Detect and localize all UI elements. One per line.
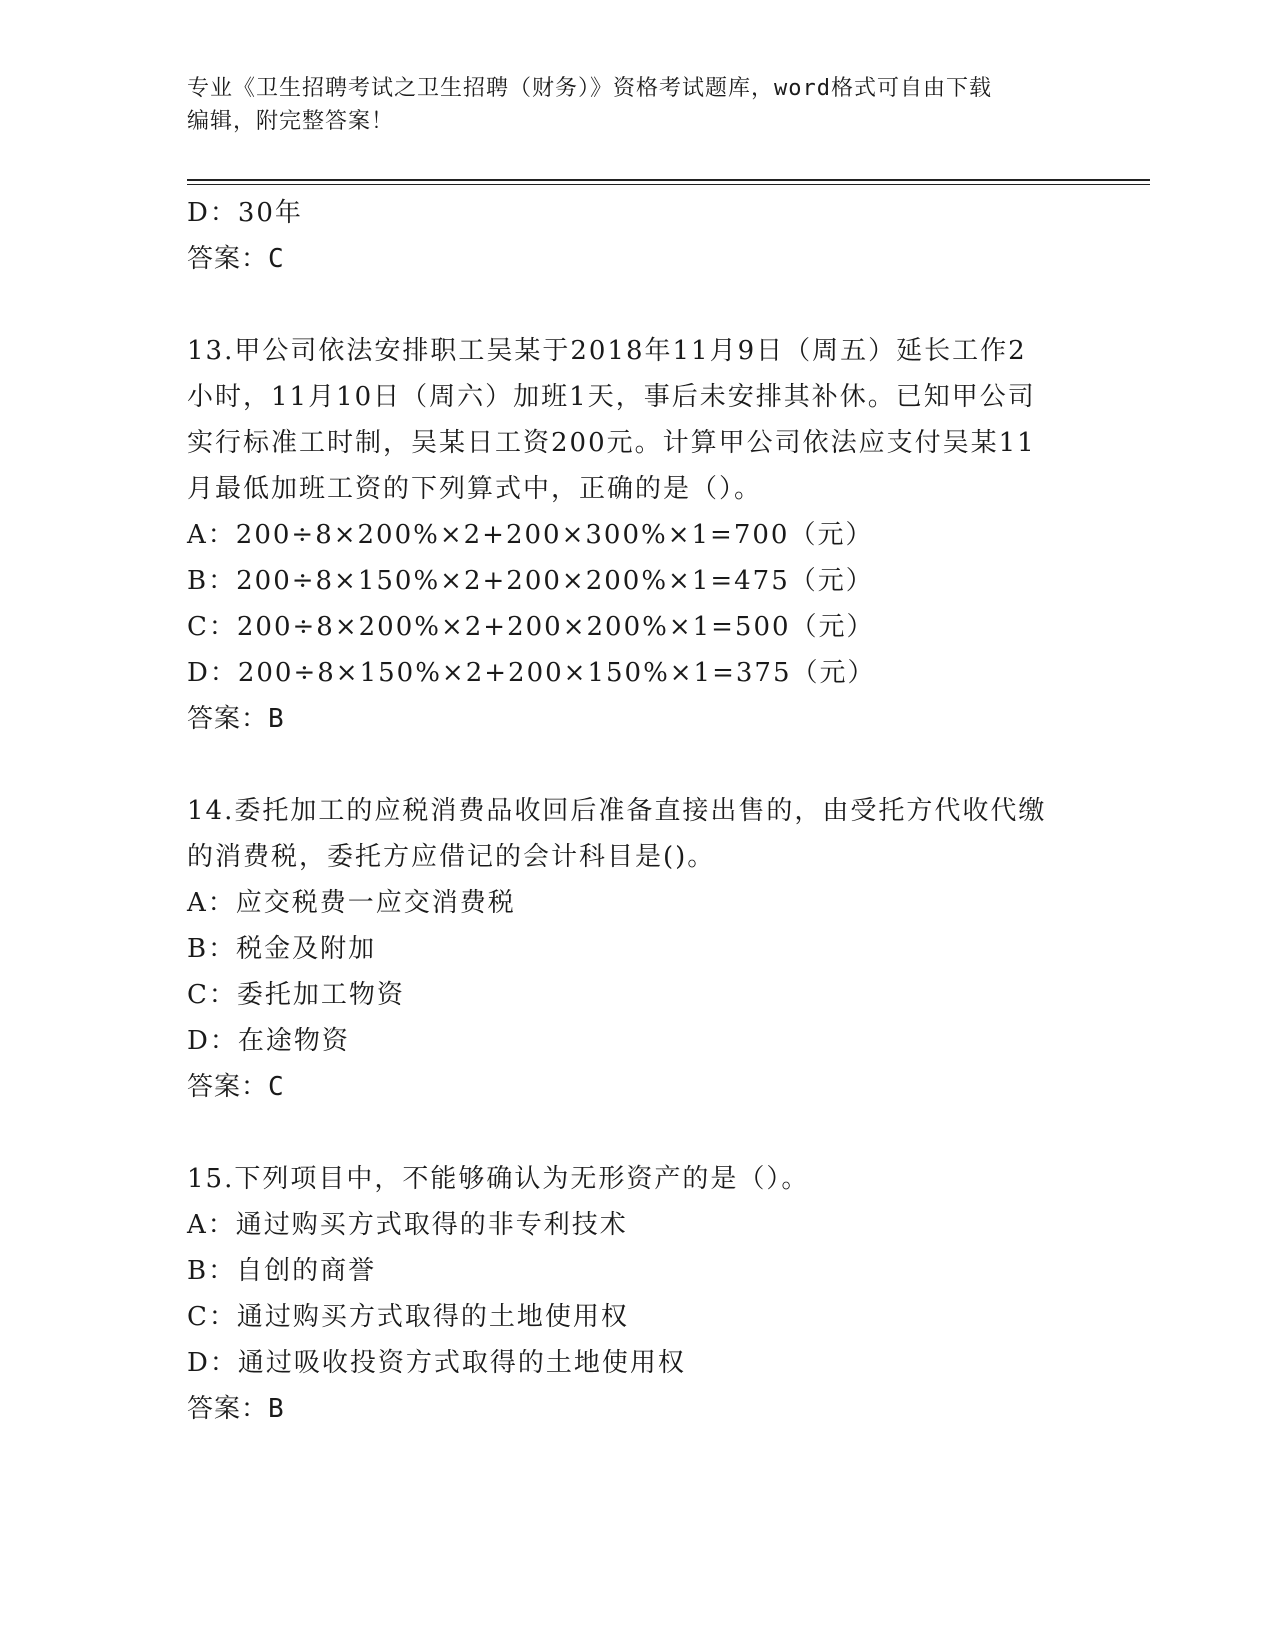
answer-label: 答案： [187, 1394, 269, 1424]
header-line-2: 编辑，附完整答案！ [187, 109, 395, 134]
option-c: C：通过购买方式取得的土地使用权 [187, 1302, 629, 1332]
option-d: D：在途物资 [187, 1026, 350, 1056]
option-d: D：通过吸收投资方式取得的土地使用权 [187, 1348, 686, 1378]
answer-value: B [268, 704, 285, 734]
answer-value: C [268, 1072, 285, 1102]
prev-question-option-d: D：30年 [187, 198, 303, 228]
answer-value: B [268, 1394, 285, 1424]
question-answer [187, 696, 1087, 742]
question-answer [187, 1386, 1087, 1432]
option-c: C：200÷8×200%×2+200×200%×1=500（元） [187, 612, 875, 642]
option-a: A：应交税费一应交消费税 [187, 888, 516, 918]
document-header [187, 72, 1087, 138]
question-stem-line: 小时，11月10日（周六）加班1天，事后未安排其补休。已知甲公司 [187, 382, 1036, 412]
spacer [187, 742, 1087, 788]
header-line-1: 专业《卫生招聘考试之卫生招聘（财务）》资格考试题库，word格式可自由下载 [187, 76, 992, 101]
spacer [187, 282, 1087, 328]
answer-label: 答案： [187, 1072, 269, 1102]
header-divider-thick [187, 179, 1150, 181]
document-body [187, 190, 1087, 1432]
option-d: D：200÷8×150%×2+200×150%×1=375（元） [187, 658, 876, 688]
question-stem-line: 13.甲公司依法安排职工吴某于2018年11月9日（周五）延长工作2 [187, 336, 1027, 366]
question-stem-line: 月最低加班工资的下列算式中，正确的是（）。 [187, 474, 763, 504]
option-c: C：委托加工物资 [187, 980, 405, 1010]
option-b: B：自创的商誉 [187, 1256, 377, 1286]
question-13 [187, 328, 1087, 742]
question-stem-line: 的消费税，委托方应借记的会计科目是()。 [187, 842, 716, 872]
question-15 [187, 1156, 1087, 1432]
option-a: A：200÷8×200%×2+200×300%×1=700（元） [187, 520, 874, 550]
header-divider-thin [187, 184, 1150, 185]
option-a: A：通过购买方式取得的非专利技术 [187, 1210, 628, 1240]
question-stem-line: 14.委托加工的应税消费品收回后准备直接出售的，由受托方代收代缴 [187, 796, 1047, 826]
question-stem-line: 实行标准工时制，吴某日工资200元。计算甲公司依法应支付吴某11 [187, 428, 1036, 458]
option-b: B：200÷8×150%×2+200×200%×1=475（元） [187, 566, 874, 596]
answer-label: 答案： [187, 244, 269, 274]
answer-label: 答案： [187, 704, 269, 734]
answer-value: C [268, 244, 285, 274]
question-stem-line: 15.下列项目中，不能够确认为无形资产的是（）。 [187, 1164, 810, 1194]
question-answer [187, 1064, 1087, 1110]
question-14 [187, 788, 1087, 1110]
prev-question-answer [187, 236, 1087, 282]
spacer [187, 1110, 1087, 1156]
option-b: B：税金及附加 [187, 934, 377, 964]
